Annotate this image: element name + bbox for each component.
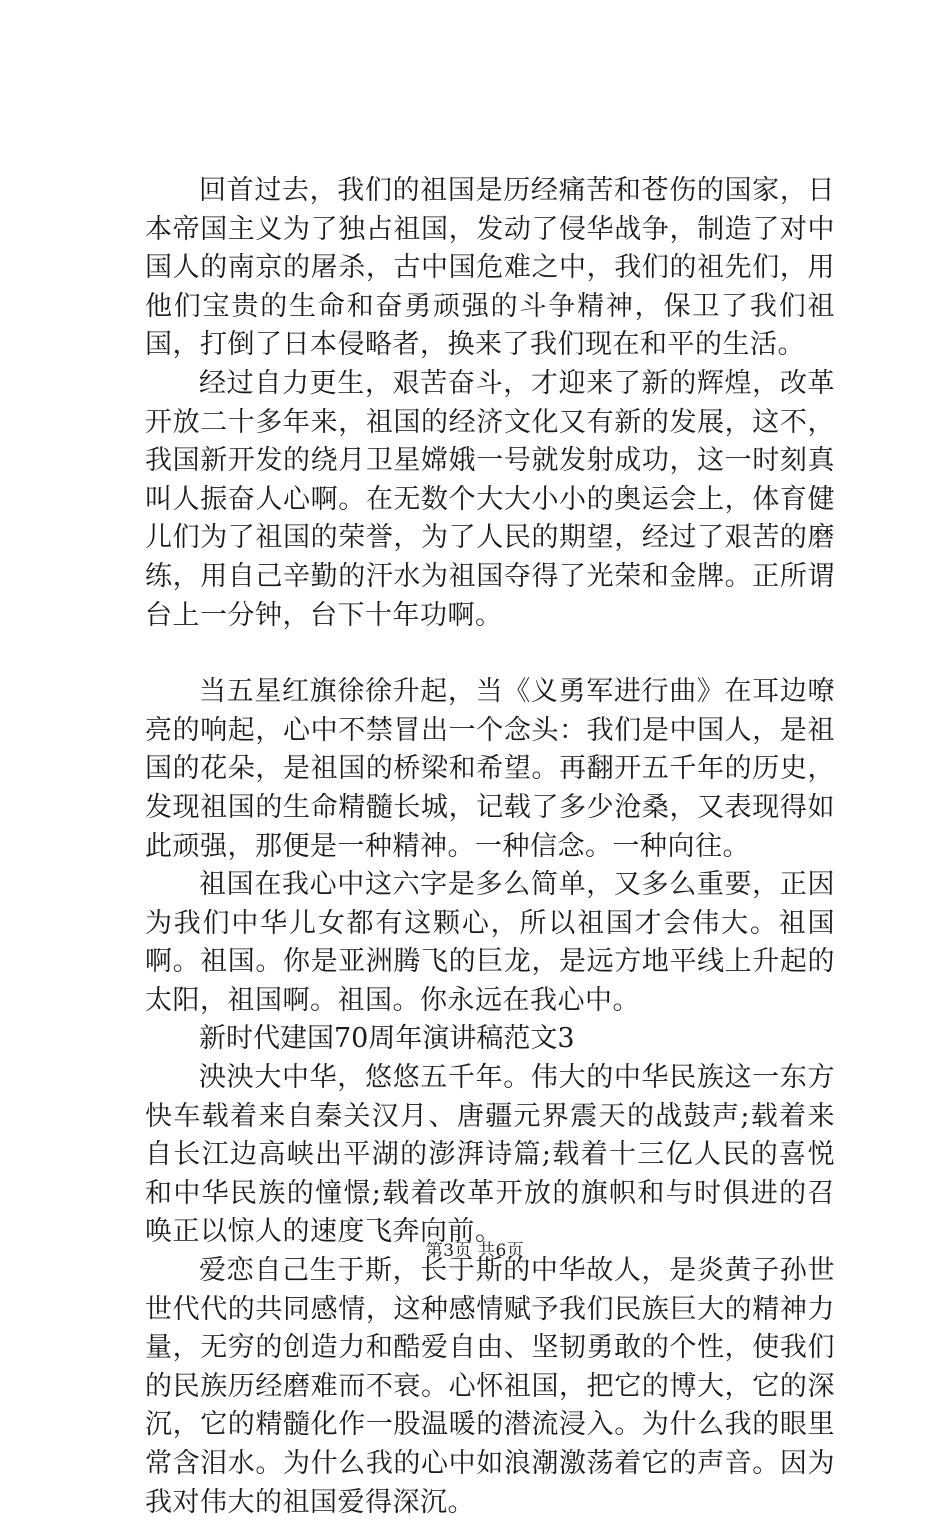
section-heading: 新时代建国70周年演讲稿范文3 xyxy=(199,1023,575,1055)
paragraph-3: 当五星红旗徐徐升起，当《义勇军进行曲》在耳边嘹亮的响起，心中不禁冒出一个念头：我们是中国人，是祖国的花朵，是祖国的桥梁和希望。再翻开五千年的历史，发现祖国的生命精髓长城，记载了多少沧桑，又表现得如此顽强，那便是一种精神。一种信念。一种向往。 xyxy=(145,676,835,862)
paragraph-2: 经过自力更生，艰苦奋斗，才迎来了新的辉煌，改革开放二十多年来，祖国的经济文化又有新的发展，这不，我国新开发的绕月卫星嫦娥一号就发射成功，这一时刻真叫人振奋人心啊。在无数个大大小小的奥运会上，体育健儿们为了祖国的荣誉，为了人民的期望，经过了艰苦的磨练，用自己辛勤的汗水为祖国夺得了光荣和金牌。正所谓台上一分钟，台下十年功啊。 xyxy=(145,367,835,631)
document-body xyxy=(145,172,835,1522)
page-number-footer: 第3页 共6页 xyxy=(425,1241,525,1261)
paragraph-6: 爱恋自己生于斯，长于斯的中华故人，是炎黄子孙世世代代的共同感情，这种感情赋予我们民族巨大的精神力量，无穷的创造力和酷爱自由、坚韧勇敢的个性，使我们的民族历经磨难而不衰。心怀祖国，把它的博大，它的深沉，它的精髓化作一股温暖的潜流浸入。为什么我的眼里常含泪水。为什么我的心中如浪潮激荡着它的声音。因为我对伟大的祖国爱得深沉。 xyxy=(145,1255,835,1518)
paragraph-1: 回首过去，我们的祖国是历经痛苦和苍伤的国家，日本帝国主义为了独占祖国，发动了侵华战争，制造了对中国人的南京的屠杀，古中国危难之中，我们的祖先们，用他们宝贵的生命和奋勇顽强的斗争精神，保卫了我们祖国，打倒了日本侵略者，换来了我们现在和平的生活。 xyxy=(145,175,835,361)
paragraph-5: 泱泱大中华，悠悠五千年。伟大的中华民族这一东方快车载着来自秦关汉月、唐疆元界震天的战鼓声;载着来自长江边高峡出平湖的澎湃诗篇;载着十三亿人民的喜悦和中华民族的憧憬;载着改革开放的旗帜和与时俱进的召唤正以惊人的速度飞奔向前。 xyxy=(145,1062,835,1248)
paragraph-4: 祖国在我心中这六字是多么简单，又多么重要，正因为我们中华儿女都有这颗心，所以祖国才会伟大。祖国啊。祖国。你是亚洲腾飞的巨龙，是远方地平线上升起的太阳，祖国啊。祖国。你永远在我心中。 xyxy=(145,869,835,1016)
